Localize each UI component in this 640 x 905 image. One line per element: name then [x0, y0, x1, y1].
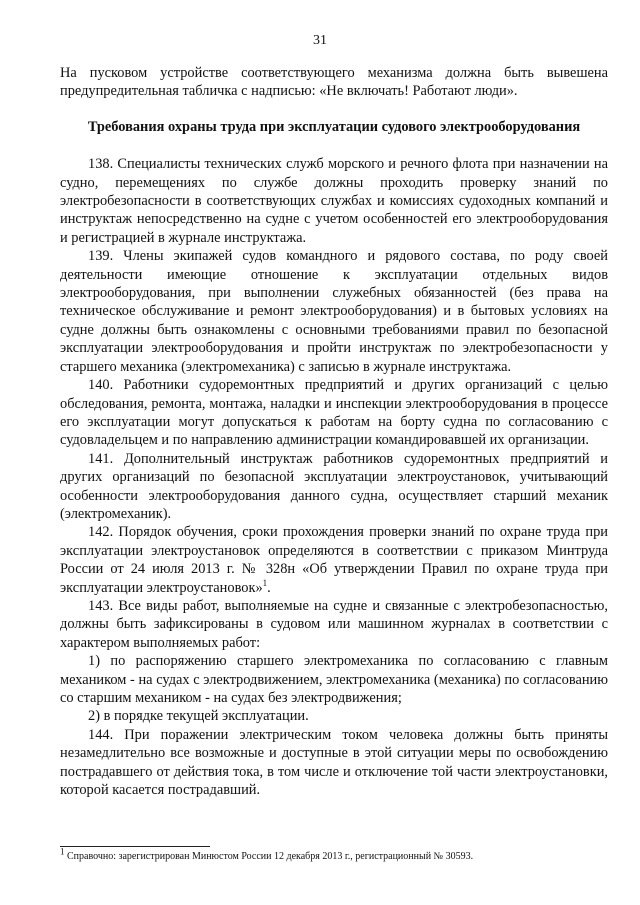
footnote-divider — [60, 846, 210, 847]
paragraph-141: 141. Дополнительный инструктаж работников судоремонтных предприятий и других организаций по безопасной эксплуатации электроустановок, учитывающий особенности электрооборудования данного судна, осуществляет старший механик (электромеханик). — [60, 450, 608, 522]
footnote-mark: 1 — [60, 846, 65, 857]
paragraph-144: 144. При поражении электрическим током человека должны быть приняты незамедлительно все возможные и доступные в этой ситуации меры по освобождению пострадавшего от действия тока, в том числе и отключение той части электроустановки, которой касается пострадавший. — [60, 726, 608, 799]
section-heading: Требования охраны труда при эксплуатации судового электрооборудования — [87, 118, 581, 135]
paragraph-143: 143. Все виды работ, выполняемые на судне и связанные с электробезопасностью, должны быть зафиксированы в судовом или машинном журналах в соответствии с характером выполняемых работ: — [60, 597, 608, 651]
paragraph-142-text: 142. Порядок обучения, сроки прохождения проверки знаний по охране труда при эксплуатации электроустановок определяются в соответствии с приказом Минтруда России от 24 июля 2013 г. № 328н «Об утверждении Правил по охране труда при эксплуатации электроустановок» — [60, 524, 608, 596]
page-number: 31 — [313, 33, 327, 48]
paragraph-143-item-2: 2) в порядке текущей эксплуатации. — [88, 708, 309, 725]
paragraph-139: 139. Члены экипажей судов командного и рядового состава, по роду своей деятельности имеющие отношение к эксплуатации отдельных видов электрооборудования, при выполнении служебных обязанностей (без права на техническое обслуживание и ремонт электрооборудования) и в бытовых условиях на судне должны быть ознакомлены с основными требованиями правил по безопасной эксплуатации электрооборудования и пройти инструктаж по электробезопасности у старшего механика (электромеханика) с записью в журнале инструктажа. — [60, 248, 608, 375]
paragraph-143-item-1: 1) по распоряжению старшего электромеханика по согласованию с главным механиком - на судах с электродвижением, электромеханика (механика) по согласованию со старшим механиком - на судах без электродвижения; — [60, 653, 608, 706]
paragraph-142 — [60, 523, 608, 597]
footnote-text: Справочно: зарегистрирован Минюстом России 12 декабря 2013 г., регистрационный № 30593. — [64, 851, 474, 862]
body-text — [60, 64, 608, 799]
footnote — [60, 846, 620, 863]
intro-paragraph: На пусковом устройстве соответствующего механизма должна быть вывешена предупредительная табличка с надписью: «Не включать! Работают люди». — [60, 65, 608, 100]
paragraph-138: 138. Специалисты технических служб морского и речного флота при назначении на судно, перемещениях по службе должны проходить проверку знаний по электробезопасности в соответствующих службах и комиссиях судоходных компаний и инструктаж непосредственно на судне с учетом особенностей его электрооборудования и регистрацией в журнале инструктажа. — [60, 156, 608, 246]
footnote-reference: 1 — [262, 577, 268, 588]
paragraph-142-end: . — [267, 579, 271, 596]
paragraph-140: 140. Работники судоремонтных предприятий и других организаций с целью обследования, ремонта, монтажа, наладки и инспекции электрооборудования в процессе его эксплуатации могут допускаться к работам на борту судна по согласованию с судовладельцем и по направлению администрации командировавшей их организации. — [60, 377, 608, 449]
